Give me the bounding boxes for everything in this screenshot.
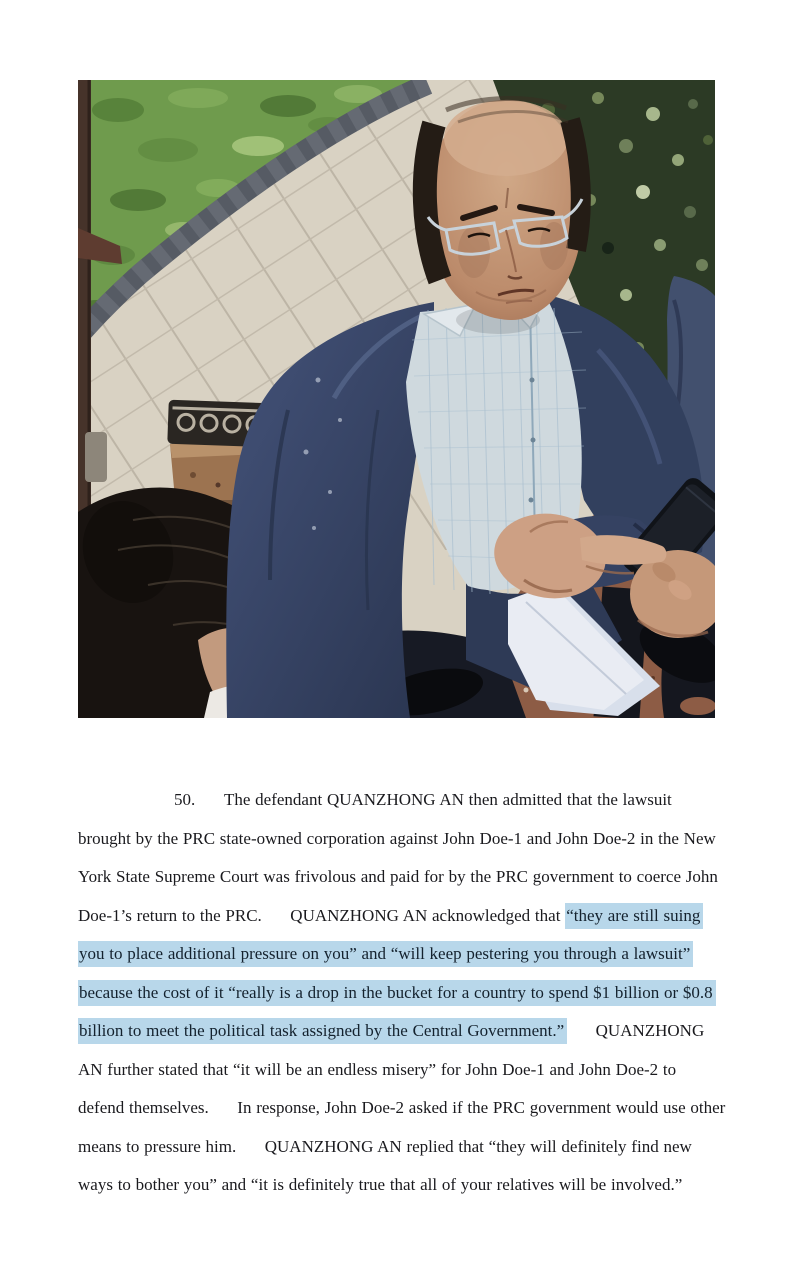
- evidence-photo-graphic: [78, 80, 715, 718]
- paragraph-50: [78, 781, 726, 1205]
- highlighted-passage: “they are still suing you to place additional pressure on you” and “will keep pestering you through a lawsuit” because the cost of it “really is a drop in the bucket for a country to spend $1 billion or $0.8 billion to meet the political task assigned by the Central Government.”: [78, 903, 716, 1045]
- paragraph-segment: The defendant QUANZHONG AN then admitted that the lawsuit brought by the PRC state-owned corporation against John Doe-1 and John Doe-2 in the New York State Supreme Court was frivolous and paid for by the PRC government to coerce John Doe-1’s return to the PRC. QUANZHONG AN acknowledged that: [78, 790, 718, 925]
- paragraph-text: [78, 790, 725, 1194]
- evidence-photo: [78, 80, 715, 718]
- paragraph-number: 50.: [174, 790, 196, 809]
- paragraph-segment: QUANZHONG AN further stated that “it will be an endless misery” for John Doe-1 and John Doe-2 to defend themselves. In response, John Doe-2 asked if the PRC government would use other means to pressure him. QUANZHONG AN replied that “they will definitely find new ways to bother you” and “it is definitely true that all of your relatives will be involved.”: [78, 1021, 726, 1194]
